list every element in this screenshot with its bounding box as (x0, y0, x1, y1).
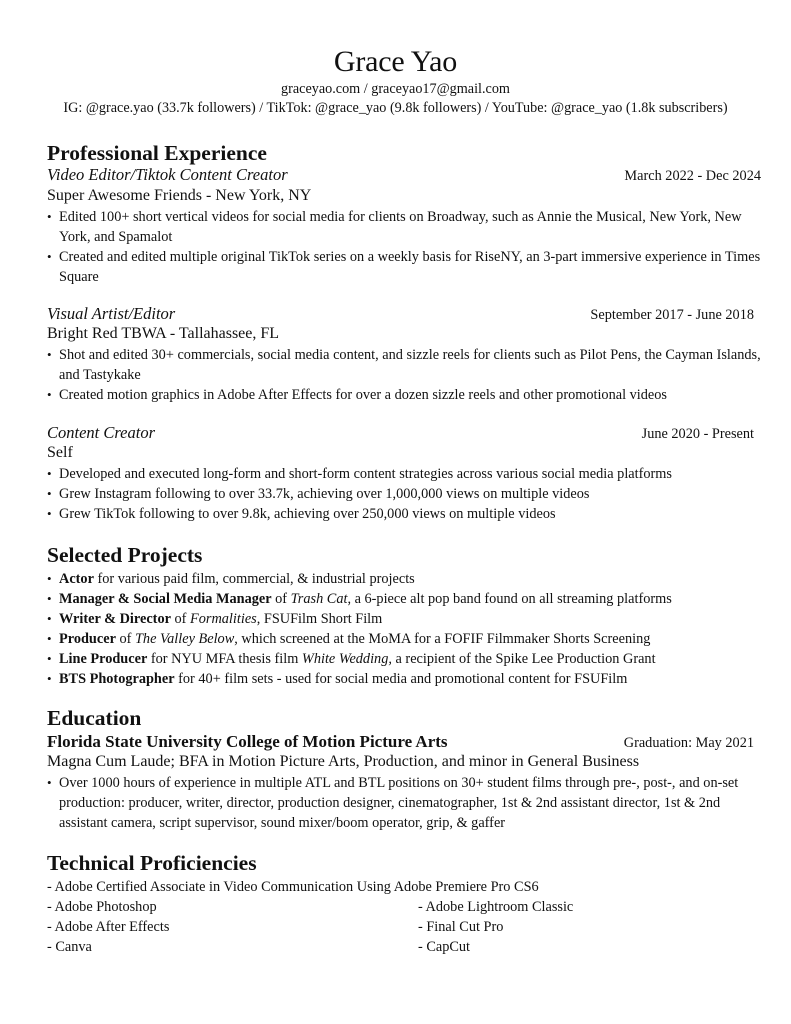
project-role: Manager & Social Media Manager (59, 591, 272, 607)
job-bullets (47, 345, 761, 405)
section-title-experience: Professional Experience (47, 141, 267, 165)
job-header (47, 423, 754, 444)
project-item: • Line Producer for NYU MFA thesis film White Wedding, a recipient of the Spike Lee Production Grant (47, 649, 761, 669)
bullet-item: • Grew TikTok following to over 9.8k, achieving over 250,000 views on multiple videos (47, 504, 761, 524)
project-item: • BTS Photographer for 40+ film sets - used for social media and promotional content for FSUFilm (47, 669, 761, 689)
graduation-date: Graduation: May 2021 (623, 735, 754, 751)
bullet-item: • Grew Instagram following to over 33.7k, achieving over 1,000,000 views on multiple videos (47, 484, 761, 504)
resume-header (0, 45, 791, 118)
job-header (47, 165, 761, 186)
bullet-item: • Over 1000 hours of experience in multiple ATL and BTL positions on 30+ student films through pre-, post-, and on-set production: producer, writer, director, production designer, cinematographer, 1st & 2nd assistant director, 1st & 2nd assistant camera, script supervisor, sound mixer/boom operator, grip, & gaffer (47, 773, 757, 833)
skill-item: - Adobe After Effects (47, 919, 170, 935)
job-employer: Super Awesome Friends - New York, NY (47, 187, 312, 204)
skill-item: - CapCut (418, 939, 471, 955)
bullet-item: • Created motion graphics in Adobe After Effects for over a dozen sizzle reels and other promotional videos (47, 385, 761, 405)
social-line: IG: @grace.yao (33.7k followers) / TikTok: @grace_yao (9.8k followers) / YouTube: @grace_yao (1.8k subscribers) (63, 100, 728, 116)
skill-item: - Final Cut Pro (418, 919, 504, 935)
job-employer: Bright Red TBWA - Tallahassee, FL (47, 325, 280, 342)
project-role: Line Producer (59, 651, 148, 667)
project-item: • Actor for various paid film, commercial, & industrial projects (47, 569, 761, 589)
project-role: Actor (59, 571, 94, 587)
project-work: Formalities (190, 611, 257, 627)
section-title-technical: Technical Proficiencies (47, 851, 257, 875)
school-name: Florida State University College of Motion Picture Arts (47, 732, 448, 751)
job-title: Content Creator (47, 423, 156, 442)
bullet-item: • Shot and edited 30+ commercials, social media content, and sizzle reels for clients such as Pilot Pens, the Cayman Islands, and Tastykake (47, 345, 761, 385)
certification: - Adobe Certified Associate in Video Communication Using Adobe Premiere Pro CS6 (47, 879, 539, 895)
skill-item: - Canva (47, 939, 92, 955)
job-title: Video Editor/Tiktok Content Creator (47, 165, 288, 184)
job-header (47, 304, 754, 325)
degree: Magna Cum Laude; BFA in Motion Picture Arts, Production, and minor in General Business (47, 753, 640, 770)
project-item: • Writer & Director of Formalities, FSUFilm Short Film (47, 609, 761, 629)
project-work: The Valley Below (134, 631, 235, 647)
contact-line: graceyao.com / graceyao17@gmail.com (281, 81, 510, 97)
job-bullets (47, 464, 761, 524)
project-work: Trash Cat (290, 591, 348, 607)
project-item: • Manager & Social Media Manager of Trash Cat, a 6-piece alt pop band found on all streaming platforms (47, 589, 761, 609)
job-dates: September 2017 - June 2018 (590, 307, 754, 323)
job-bullets (47, 207, 761, 287)
project-role: Writer & Director (59, 611, 171, 627)
bullet-item: • Edited 100+ short vertical videos for social media for clients on Broadway, such as Annie the Musical, New York, New York, and Spamalot (47, 207, 761, 247)
project-role: BTS Photographer (59, 671, 175, 687)
job-dates: June 2020 - Present (641, 426, 754, 442)
skill-item: - Adobe Lightroom Classic (418, 899, 574, 915)
section-title-education: Education (47, 706, 142, 730)
section-title-projects: Selected Projects (47, 543, 203, 567)
education-bullets (47, 773, 757, 833)
job-employer: Self (47, 444, 73, 461)
project-item: • Producer of The Valley Below, which screened at the MoMA for a FOFIF Filmmaker Shorts Screening (47, 629, 761, 649)
job-title: Visual Artist/Editor (47, 304, 176, 323)
bullet-item: • Created and edited multiple original TikTok series on a weekly basis for RiseNY, an 3-part immersive experience in Times Square (47, 247, 761, 287)
project-role: Producer (59, 631, 116, 647)
project-work: White Wedding, (301, 651, 392, 667)
project-list (47, 569, 761, 689)
education-header (47, 732, 754, 753)
job-dates: March 2022 - Dec 2024 (624, 168, 761, 184)
candidate-name: Grace Yao (333, 45, 458, 78)
bullet-item: • Developed and executed long-form and short-form content strategies across various social media platforms (47, 464, 761, 484)
skill-item: - Adobe Photoshop (47, 899, 157, 915)
